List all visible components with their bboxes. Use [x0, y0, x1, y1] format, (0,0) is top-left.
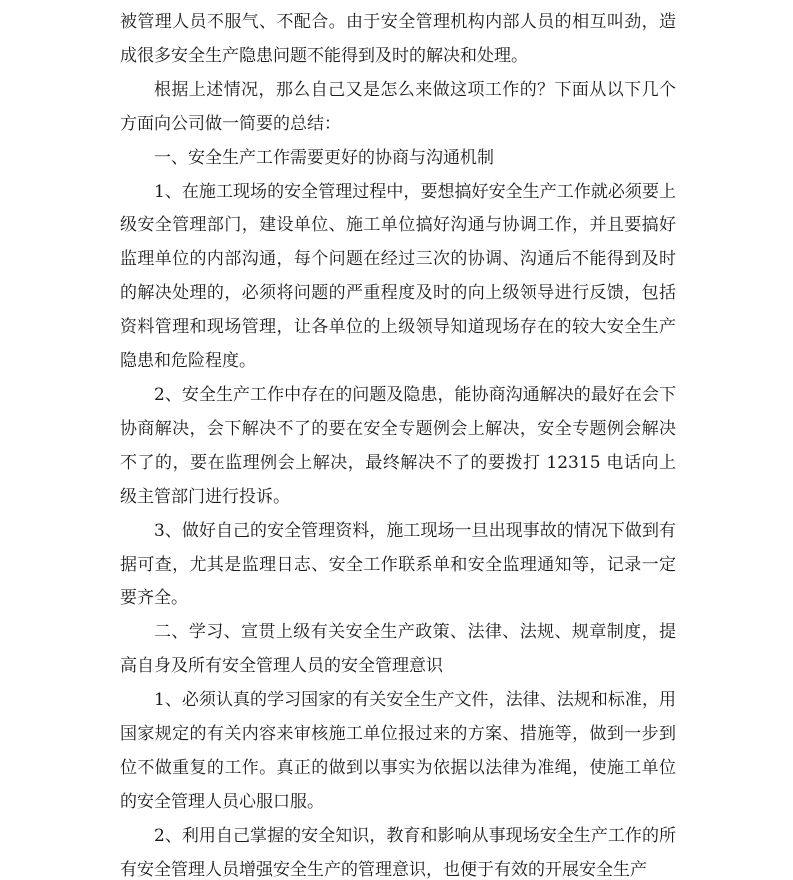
paragraph-intro: 根据上述情况，那么自己又是怎么来做这项工作的？下面从以下几个方面向公司做一简要的总结： — [120, 79, 676, 134]
paragraph-1-2: 2、安全生产工作中存在的问题及隐患，能协商沟通解决的最好在会下协商解决，会下解决不了的要在安全专题例会上解决，安全专题例会解决不了的，要在监理例会上解决，最终解决不了的要拨打 12315 电话向上级主管部门进行投诉。 — [120, 384, 676, 507]
section-heading-2: 二、学习、宣贯上级有关安全生产政策、法律、法规、规章制度，提高自身及所有安全管理人员的安全管理意识 — [120, 622, 676, 677]
paragraph-1-1: 1、在施工现场的安全管理过程中，要想搞好安全生产工作就必须要上级安全管理部门，建设单位、施工单位搞好沟通与协调工作，并且要搞好监理单位的内部沟通，每个问题在经过三次的协调、沟通后不能得到及时的解决处理的，必须将问题的严重程度及时的向上级领导进行反馈，包括资料管理和现场管理，让各单位的上级领导知道现场存在的较大安全生产隐患和危险程度。 — [120, 181, 676, 372]
paragraph-2-1: 1、必须认真的学习国家的有关安全生产文件，法律、法规和标准，用国家规定的有关内容来审核施工单位报过来的方案、措施等，做到一步到位不做重复的工作。真正的做到以事实为依据以法律为准绳，使施工单位的安全管理人员心服口服。 — [120, 690, 676, 812]
paragraph-continuation: 被管理人员不服气、不配合。由于安全管理机构内部人员的相互叫劲，造成很多安全生产隐患问题不能得到及时的解决和处理。 — [120, 12, 676, 66]
paragraph-1-3: 3、做好自己的安全管理资料，施工现场一旦出现事故的情况下做到有据可查，尤其是监理日志、安全工作联系单和安全监理通知等，记录一定要齐全。 — [120, 520, 676, 609]
document-body — [120, 6, 676, 880]
section-heading-1: 一、安全生产工作需要更好的协商与沟通机制 — [154, 147, 494, 168]
paragraph-2-2: 2、利用自己掌握的安全知识，教育和影响从事现场安全生产工作的所有安全管理人员增强安全生产的管理意识，也便于有效的开展安全生产 — [120, 825, 676, 880]
